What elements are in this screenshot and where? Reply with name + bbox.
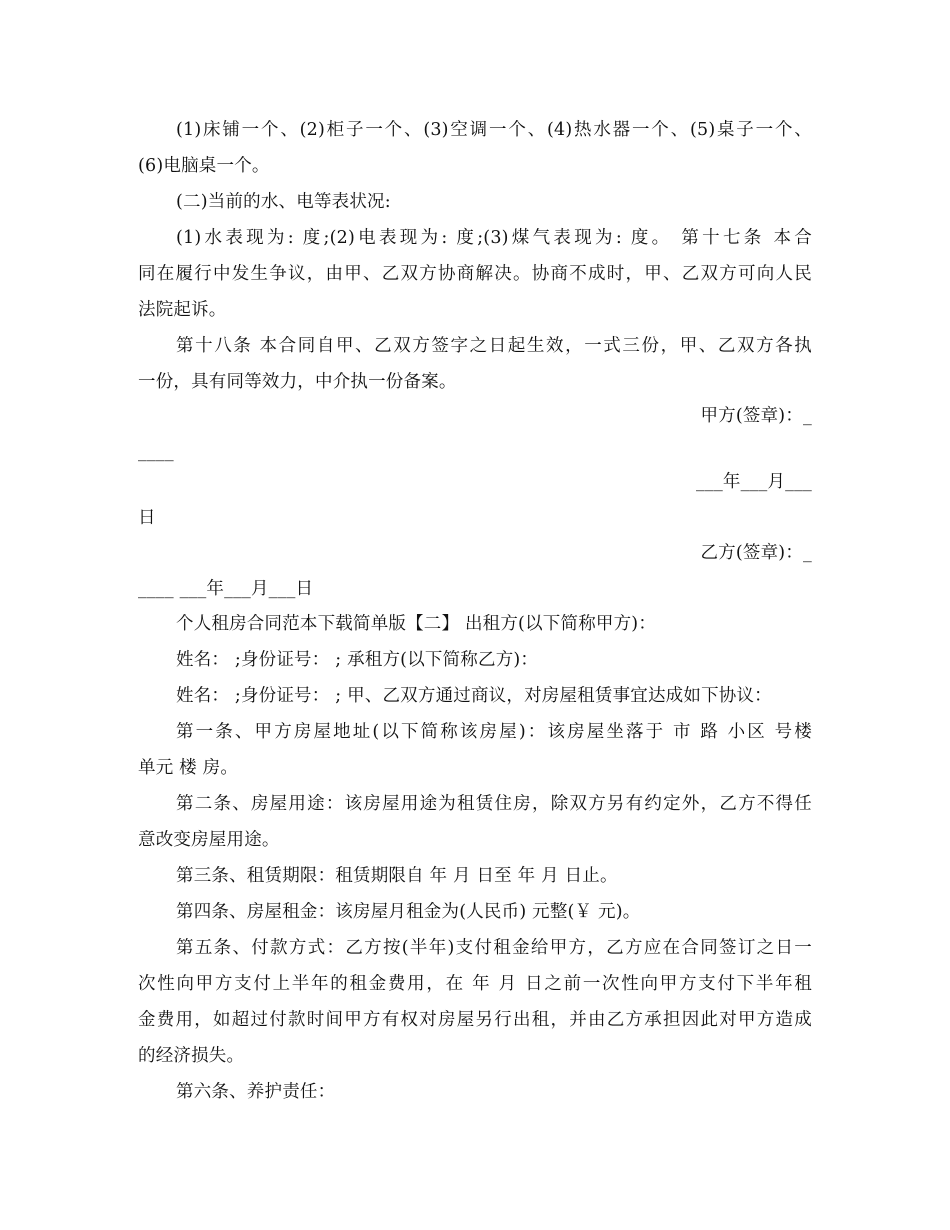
text-line-article-17: 同在履行中发生争议，由甲、乙双方协商解决。协商不成时，甲、乙双方可向人民 <box>138 264 812 284</box>
text-line-lessee-info: 姓名： ;身份证号： ; 甲、乙双方通过商议，对房屋租赁事宜达成如下协议： <box>176 686 772 706</box>
text-line-article-18-cont: 一份，具有同等效力，中介执一份备案。 <box>138 372 457 392</box>
text-line-article-5-cont-3: 的经济损失。 <box>138 1046 245 1066</box>
text-line-article-17-cont: 法院起诉。 <box>138 300 227 320</box>
text-line-lessor-info: 姓名： ;身份证号： ; 承租方(以下简称乙方)： <box>176 650 539 670</box>
party-a-date-day: 日 <box>138 508 156 528</box>
text-line-article-5-cont-2: 金费用，如超过付款时间甲方有权对房屋另行出租，并由乙方承担因此对甲方造成 <box>138 1010 812 1030</box>
party-a-date: ___年___月___ <box>696 472 812 492</box>
text-line-meter-heading: (二)当前的水、电等表状况: <box>176 192 391 212</box>
text-line-article-18: 第十八条 本合同自甲、乙双方签字之日起生效，一式三份，甲、乙双方各执 <box>176 336 812 356</box>
text-line-article-5-cont-1: 次性向甲方支付上半年的租金费用，在 年 月 日之前一次性向甲方支付下半年租 <box>138 974 812 994</box>
text-line-article-3: 第三条、租赁期限：租赁期限自 年 月 日至 年 月 日止。 <box>176 866 618 886</box>
text-line-article-2: 第二条、房屋用途：该房屋用途为租赁住房，除双方另有约定外，乙方不得任 <box>176 794 812 814</box>
text-line-article-1: 第一条、甲方房屋地址(以下简称该房屋)：该房屋坐落于 市 路 小区 号楼 <box>176 722 812 742</box>
party-a-signature-blank: ____ <box>138 442 174 462</box>
party-a-signature: 甲方(签章)：_ <box>700 406 812 426</box>
text-line-furniture-list-cont: (6)电脑桌一个。 <box>138 156 270 176</box>
text-line-meter-readings: (1)水表现为: 度;(2)电表现为: 度;(3)煤气表现为: 度。 第十七条 本合 <box>176 228 812 248</box>
party-b-signature: 乙方(签章)：_ <box>700 543 812 563</box>
text-line-article-1-cont: 单元 楼 房。 <box>138 758 239 778</box>
section-title-contract-two: 个人租房合同范本下载简单版【二】 出租方(以下简称甲方)： <box>176 614 657 634</box>
text-line-article-2-cont: 意改变房屋用途。 <box>138 830 280 850</box>
party-b-signature-date: ____ ___年___月___日 <box>138 579 314 599</box>
text-line-article-5: 第五条、付款方式：乙方按(半年)支付租金给甲方，乙方应在合同签订之日一 <box>176 938 812 958</box>
text-line-furniture-list: (1)床铺一个、(2)柜子一个、(3)空调一个、(4)热水器一个、(5)桌子一个、 <box>176 120 812 140</box>
text-line-article-4: 第四条、房屋租金：该房屋月租金为(人民币) 元整(￥ 元)。 <box>176 902 641 922</box>
text-line-article-6: 第六条、养护责任： <box>176 1082 336 1102</box>
